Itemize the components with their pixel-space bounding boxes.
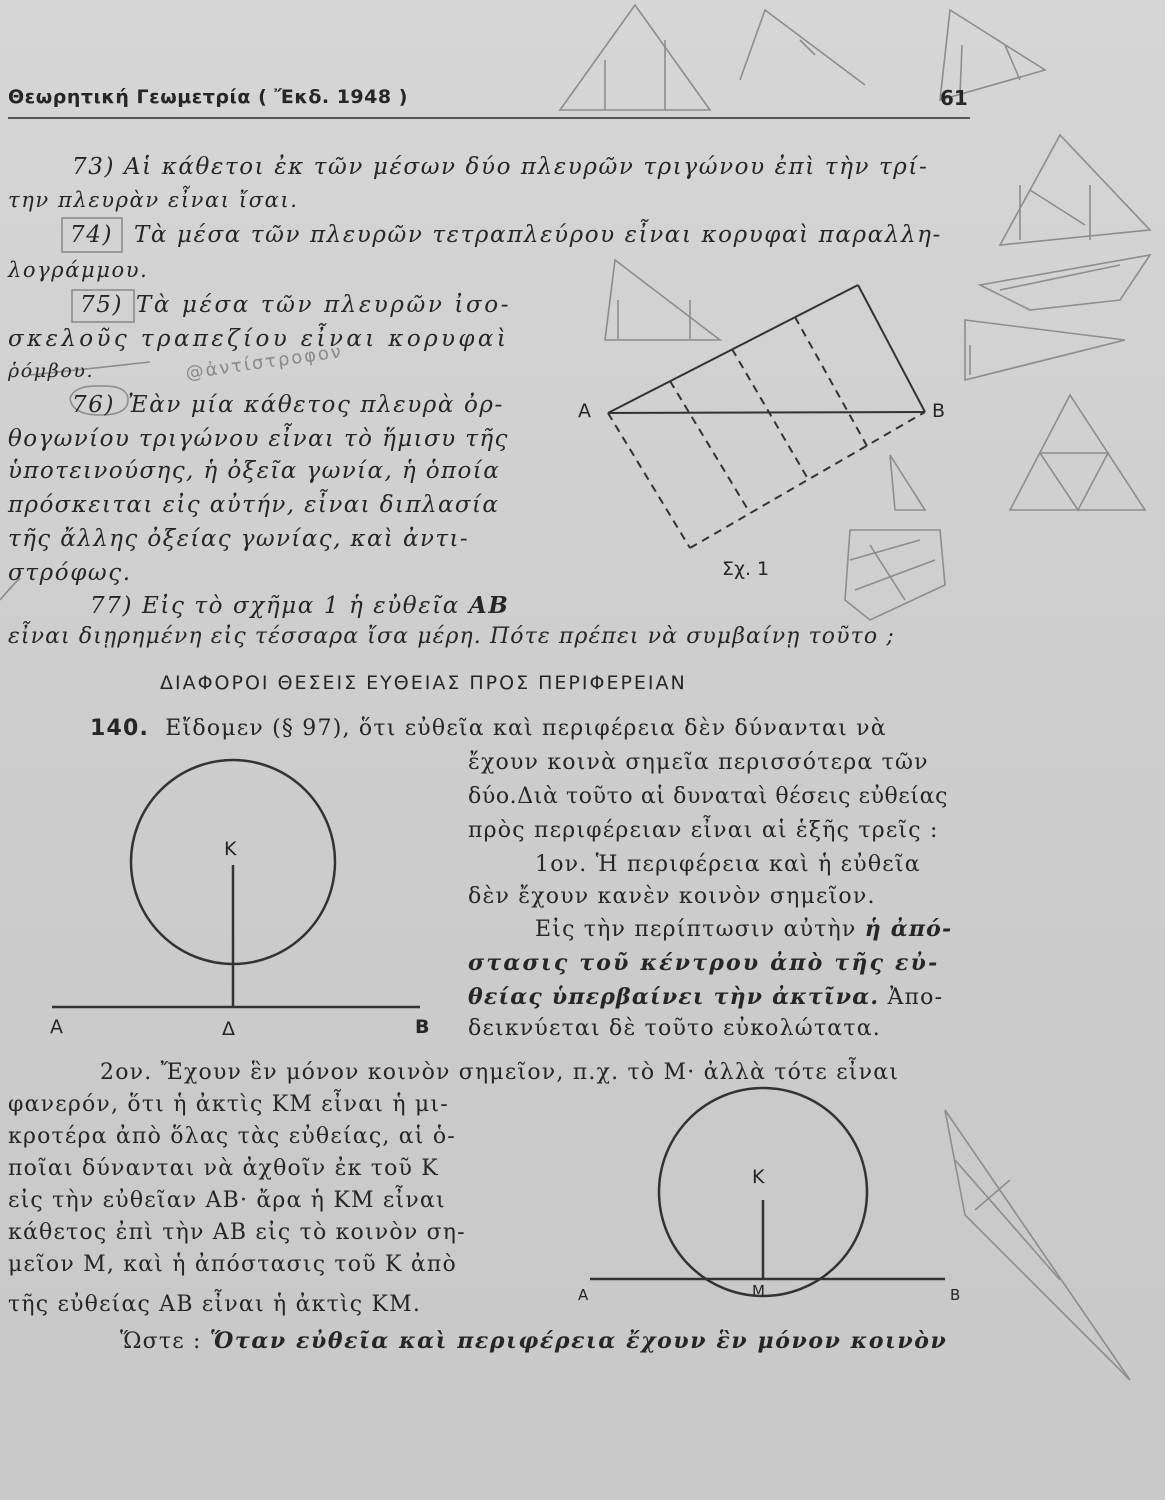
case-1-line-1: 1ον. Ἡ περιφέρεια καὶ ἡ εὐθεῖα	[535, 852, 921, 877]
case-2-line-4: ποῖαι δύνανται νὰ ἀχθοῖν ἐκ τοῦ Κ	[8, 1156, 439, 1181]
case-1-line-5-text: Ἀπο-	[887, 985, 944, 1010]
case-1-line-2: δὲν ἔχουν κανὲν κοινὸν σημεῖον.	[468, 884, 876, 909]
exercise-73-line-1: 73) Αἱ κάθετοι ἐκ τῶν μέσων δύο πλευρῶν τριγώνου ἐπὶ τὴν τρί-	[72, 154, 929, 180]
paragraph-140-line-3: δύο.Διὰ τοῦτο αἱ δυναταὶ θέσεις εὐθείας	[468, 784, 949, 809]
case-1-line-5	[468, 984, 943, 1010]
circle-1-label-delta: Δ	[222, 1018, 235, 1040]
header-rule	[8, 117, 970, 119]
page-number: 61	[940, 86, 968, 110]
exercise-77-text: 77) Εἰς τὸ σχῆμα 1 ἡ εὐθεῖα	[90, 593, 460, 619]
exercise-73-line-2: την πλευρὰν εἶναι ἴσαι.	[8, 188, 299, 212]
paragraph-140-text: Εἴδομεν (§ 97), ὅτι εὐθεῖα καὶ περιφέρεια δὲν δύνανται νὰ	[165, 716, 887, 741]
running-header: Θεωρητική Γεωμετρία ( Ἔκδ. 1948 )	[8, 86, 408, 108]
exercise-77-line-1	[90, 592, 509, 619]
paragraph-140-line-2: ἔχουν κοινὰ σημεῖα περισσότερα τῶν	[468, 750, 929, 775]
exercise-76-line-3: ὑποτεινούσης, ἡ ὀξεῖα γωνία, ἡ ὁποία	[8, 458, 501, 484]
exercise-75-line-1	[80, 292, 511, 318]
exercise-74-number: 74)	[70, 222, 114, 248]
exercise-76-line-1	[72, 392, 504, 418]
conclusion-statement: Ὅταν εὐθεῖα καὶ περιφέρεια ἔχουν ἓν μόνον κοινὸν	[209, 1328, 948, 1354]
paragraph-140-number: 140.	[90, 716, 150, 741]
figure-1-caption: Σχ. 1	[722, 558, 770, 580]
conclusion-prefix: Ὥστε :	[120, 1329, 202, 1354]
exercise-76-number: 76)	[72, 392, 116, 418]
exercise-75-line-2: σκελοῦς τραπεζίου εἶναι κορυφαὶ	[8, 326, 510, 352]
circle-2-label-k: Κ	[752, 1166, 765, 1188]
conclusion-line	[120, 1328, 947, 1354]
case-1-line-3-bold: ἡ ἀπό-	[864, 916, 953, 942]
exercise-74-line-1	[70, 222, 970, 248]
exercise-74-text: Τὰ μέσα τῶν πλευρῶν τετραπλεύρου εἶναι κορυφαὶ παραλλη-	[133, 222, 942, 248]
exercise-75-number: 75)	[80, 292, 124, 318]
case-2-line-3: κροτέρα ἀπὸ ὅλας τὰς εὐθείας, αἱ ὁ-	[8, 1124, 456, 1149]
figure-1-label-a: Α	[578, 400, 591, 422]
figure-1	[608, 285, 925, 548]
exercise-74-line-2: λογράμμου.	[8, 258, 149, 282]
exercise-76-text: Ἐὰν μία κάθετος πλευρὰ ὀρ-	[127, 392, 504, 418]
circle-2-label-m: Μ	[752, 1282, 765, 1300]
circle-1-label-a: Α	[50, 1016, 63, 1038]
exercise-75-line-3: ῥόμβου.	[8, 360, 95, 382]
case-1-line-3-text: Εἰς τὴν περίπτωσιν αὐτὴν	[535, 917, 857, 942]
handwritten-note: @ἀντίστροφον	[184, 341, 345, 384]
case-1-line-5-bold: θείας ὑπερβαίνει τὴν ἀκτῖνα.	[468, 984, 880, 1010]
exercise-75-text: Τὰ μέσα τῶν πλευρῶν ἰσο-	[135, 292, 512, 318]
exercise-76-line-5: τῆς ἄλλης ὀξείας γωνίας, καὶ ἀντι-	[8, 526, 470, 552]
exercise-77-line-2: εἶναι διῃρημένη εἰς τέσσαρα ἴσα μέρη. Πότε πρέπει νὰ συμβαίνῃ τοῦτο ;	[8, 624, 895, 649]
circle-1-label-b: Β	[415, 1016, 430, 1038]
case-2-line-1: 2ον. Ἔχουν ἓν μόνον κοινὸν σημεῖον, π.χ. τὸ Μ· ἀλλὰ τότε εἶναι	[100, 1060, 900, 1085]
case-1-line-6: δεικνύεται δὲ τοῦτο εὐκολώτατα.	[468, 1016, 881, 1041]
circle-figure-2	[590, 1088, 945, 1296]
circle-2-label-b: Β	[950, 1286, 961, 1304]
circle-figure-1	[52, 760, 420, 1007]
case-2-line-8: τῆς εὐθείας ΑΒ εἶναι ἡ ἀκτὶς ΚΜ.	[8, 1292, 422, 1317]
paragraph-140-line-4: πρὸς περιφέρειαν εἶναι αἱ ἑξῆς τρεῖς :	[468, 818, 939, 843]
case-2-line-2: φανερόν, ὅτι ἡ ἀκτὶς ΚΜ εἶναι ἡ μι-	[8, 1092, 449, 1117]
exercise-76-line-6: στρόφως.	[8, 560, 132, 586]
case-2-line-5: εἰς τὴν εὐθεῖαν ΑΒ· ἄρα ἡ ΚΜ εἶναι	[8, 1188, 446, 1213]
exercise-77-segment: ΑΒ	[468, 592, 510, 619]
case-2-line-7: μεῖον Μ, καὶ ἡ ἀπόστασις τοῦ Κ ἀπὸ	[8, 1252, 457, 1277]
exercise-76-line-4: πρόσκειται εἰς αὐτήν, εἶναι διπλασία	[8, 492, 500, 518]
paragraph-140-line-1	[90, 716, 887, 741]
exercise-76-line-2: θογωνίου τριγώνου εἶναι τὸ ἥμισυ τῆς	[8, 426, 509, 452]
case-1-line-4: στασις τοῦ κέντρου ἀπὸ τῆς εὐ-	[468, 950, 940, 976]
case-1-line-3	[535, 916, 952, 942]
figure-1-label-b: Β	[932, 400, 946, 422]
case-2-line-6: κάθετος ἐπὶ τὴν ΑΒ εἰς τὸ κοινὸν ση-	[8, 1220, 466, 1245]
circle-1-label-k: Κ	[224, 838, 237, 860]
section-heading: ΔΙΑΦΟΡΟΙ ΘΕΣΕΙΣ ΕΥΘΕΙΑΣ ΠΡΟΣ ΠΕΡΙΦΕΡΕΙΑΝ	[160, 672, 687, 694]
circle-2-label-a: Α	[578, 1286, 589, 1304]
